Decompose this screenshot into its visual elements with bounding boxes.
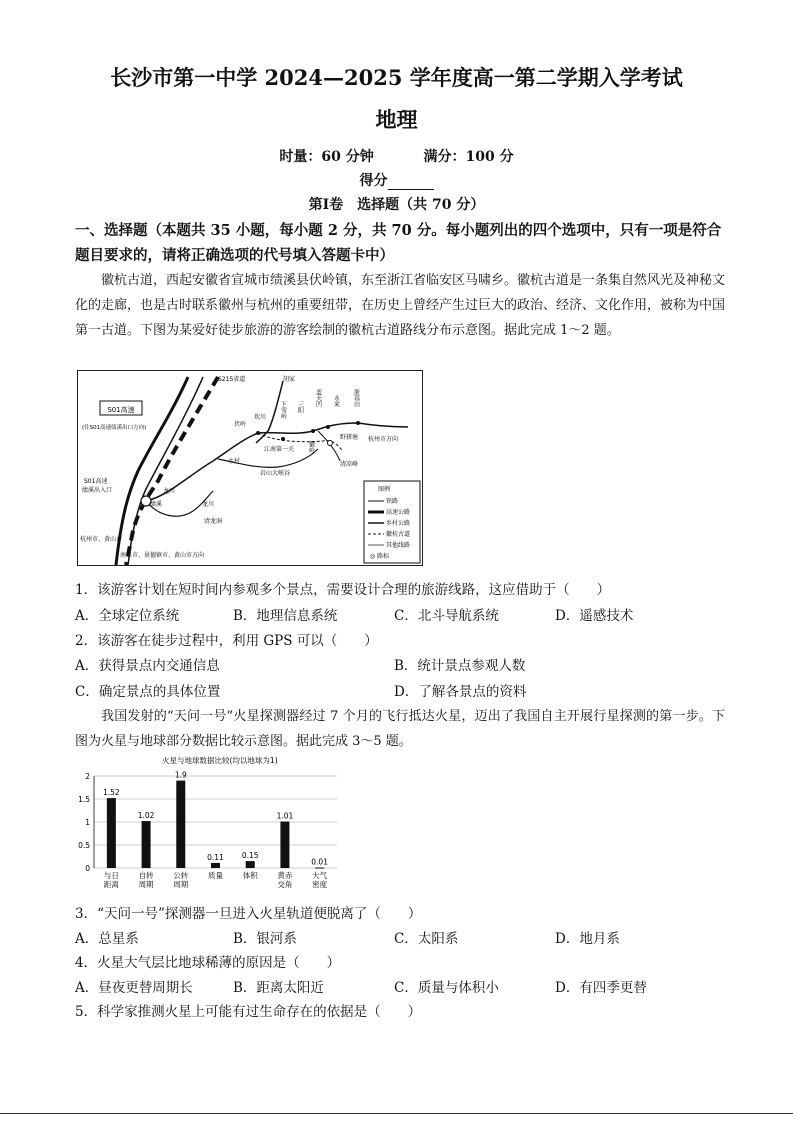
bar-5 xyxy=(280,822,289,868)
category-label-3: 质量 xyxy=(208,871,223,880)
section-label: 第Ⅰ卷 选择题（共 70 分） xyxy=(308,197,485,213)
question-2: 2．该游客在徒步过程中，利用 GPS 可以（ ） xyxy=(75,633,378,649)
q4-option-c[interactable]: C．质量与体积小 xyxy=(394,980,499,996)
bar-3 xyxy=(211,863,220,868)
place-fuling: 伏岭 xyxy=(234,421,247,428)
bar-0 xyxy=(107,798,116,868)
chart-title: 火星与地球数据比较(均以地球为1) xyxy=(162,756,278,765)
question-3: 3．“天问一号”探测器一旦进入火星轨道便脱离了（ ） xyxy=(75,906,422,922)
signpost xyxy=(328,441,333,446)
q2-option-c[interactable]: C．确定景点的具体位置 xyxy=(75,684,221,700)
y-tick-label-3: 1.5 xyxy=(78,795,90,804)
time-limit: 时量：60 分钟 xyxy=(279,149,374,165)
exam-title: 长沙市第一中学 2024—2025 学年度高一第二学期入学考试 xyxy=(110,65,683,90)
place-zhuchuan: 坎川 xyxy=(254,414,267,421)
category-label-5-1: 交角 xyxy=(277,880,293,889)
q3-option-b[interactable]: B．银河系 xyxy=(233,931,297,947)
mars-earth-chart xyxy=(72,752,372,897)
legend-item-0: 铁路 xyxy=(386,498,399,505)
question-4: 4．火星大气层比地球稀薄的原因是（ ） xyxy=(75,955,341,971)
category-label-0: 与日 xyxy=(103,871,119,880)
q4-option-d[interactable]: D．有四季更替 xyxy=(555,980,647,996)
category-label-2: 公转 xyxy=(173,871,189,880)
q1-option-d[interactable]: D．遥感技术 xyxy=(555,608,634,624)
dot-4 xyxy=(326,425,330,429)
bar-value-label-6: 0.01 xyxy=(311,857,328,867)
place-qinglong: 清龙洞 xyxy=(204,518,223,525)
legend-item-1: 高速公路 xyxy=(386,509,411,516)
place-zhelin: 浙基田 xyxy=(352,389,360,407)
legend-item-3: 徽杭古道 xyxy=(386,531,411,538)
q2-option-b[interactable]: B．统计景点参观人数 xyxy=(394,658,526,674)
q2-option-a[interactable]: A．获得景点内交通信息 xyxy=(75,658,220,674)
place-hangzhou-dir: 杭州市方向 xyxy=(368,436,399,443)
score-blank xyxy=(388,175,434,190)
dot-1 xyxy=(256,431,260,435)
legend-item-4: 其他线路 xyxy=(386,542,411,549)
category-label-1-1: 周期 xyxy=(138,880,154,889)
category-label-6: 大气 xyxy=(312,871,328,880)
y-tick-label-1: 0.5 xyxy=(78,841,90,850)
question-1: 1．该游客计划在短时间内参观多个景点，需要设计合理的旅游线路，这应借助于（ ） xyxy=(75,582,611,598)
total-score: 满分：100 分 xyxy=(423,149,514,165)
place-dazhang: 蓝天凹 xyxy=(314,389,322,407)
passage-1: 徽杭古道，西起安徽省宣城市绩溪县伏岭镇，东至浙江省临安区马啸乡。徽杭古道是一条集自然风光及神秘文化的走廊，也是古时联系徽州与杭州的重要纽带，在历史上曾经产生过巨大的政治、经济、文化作用，被称为中国第一古道。下图为某爱好徒步旅游的游客绘制的徽杭古道路线分布示意图。据此完成 1～2 题。 xyxy=(75,273,726,338)
legend-item-5: ◎ 路标 xyxy=(370,553,390,560)
bar-value-label-0: 1.52 xyxy=(103,788,120,798)
place-hangzhou-huangshan: 杭州市、黄山市 xyxy=(80,536,123,543)
q2-option-d[interactable]: D．了解各景点的资料 xyxy=(394,684,527,700)
bar-value-label-1: 1.02 xyxy=(137,811,155,821)
q4-option-a[interactable]: A．昼夜更替周期长 xyxy=(75,980,193,996)
place-huzhuang: 胡家 xyxy=(283,376,296,383)
q4-option-b[interactable]: B．距离太阳近 xyxy=(233,980,324,996)
q3-option-a[interactable]: A．总星系 xyxy=(75,931,139,947)
category-label-0-1: 距离 xyxy=(103,880,119,889)
place-sanyang: 三阳 xyxy=(296,401,304,413)
place-south: 南昌市、景德镇市、黄山市方向 xyxy=(120,552,205,559)
place-jixi: 绩溪 xyxy=(150,501,163,508)
place-hushan: 岩山大峡谷 xyxy=(260,470,291,477)
dot-3 xyxy=(311,429,315,433)
branch-road xyxy=(318,431,340,461)
exam-info xyxy=(0,146,793,166)
y-tick-label-4: 2 xyxy=(85,772,90,781)
bar-2 xyxy=(176,781,185,868)
place-shuicun: 水村 xyxy=(228,458,241,465)
q3-option-c[interactable]: C．太阳系 xyxy=(394,931,459,947)
question-5: 5．科学家推测火星上可能有过生命存在的依据是（ ） xyxy=(75,1004,422,1020)
s01-note: (往S01高速绩溪出口方向) xyxy=(82,425,147,431)
y-tick-label-0: 0 xyxy=(85,864,90,873)
bar-value-label-2: 1.9 xyxy=(174,770,187,780)
place-xiaqiao: 下雪岭 xyxy=(279,401,287,419)
place-yongli: 永来 xyxy=(332,395,340,407)
place-longchuan-2: 龙川 xyxy=(202,501,215,508)
bar-value-label-5: 1.01 xyxy=(276,811,294,821)
bar-1 xyxy=(142,821,151,868)
legend-item-2: 乡村公路 xyxy=(386,520,411,527)
place-longchuan: 龙川 xyxy=(163,488,176,495)
s01-exit-label: S01高速 xyxy=(84,478,108,485)
place-yeding: 野猪塘 xyxy=(340,434,359,441)
bar-value-label-3: 0.11 xyxy=(207,852,224,862)
place-jiangnan: 江南第一关 xyxy=(264,446,295,453)
s01-exit-label-2: 绩溪出入口 xyxy=(82,487,113,494)
bar-value-label-4: 0.15 xyxy=(241,851,259,861)
place-qingliang: 清凉峰 xyxy=(340,461,359,468)
category-label-6-1: 密度 xyxy=(312,880,328,889)
section-heading: 一、选择题（本题共 35 小题，每小题 2 分，共 70 分。每小题列出的四个选项中，只有一项是符合题目要求的，请将正确选项的代号填入答题卡中） xyxy=(75,222,722,264)
category-label-2-1: 周期 xyxy=(173,880,189,889)
s01-label: S01高速 xyxy=(107,406,135,414)
y-tick-label-2: 1 xyxy=(85,818,90,827)
category-label-4: 体积 xyxy=(242,871,258,880)
score-label: 得分 xyxy=(359,173,388,189)
q1-option-a[interactable]: A．全球定位系统 xyxy=(75,608,180,624)
legend-title: 图例 xyxy=(378,486,391,493)
q3-option-d[interactable]: D．地月系 xyxy=(555,931,620,947)
q1-option-c[interactable]: C．北斗导航系统 xyxy=(394,608,499,624)
place-hu-ling: 徽岭 xyxy=(307,441,315,453)
route-map-svg xyxy=(78,371,422,565)
chart-svg xyxy=(72,752,372,897)
q1-option-b[interactable]: B．地理信息系统 xyxy=(233,608,338,624)
bar-4 xyxy=(246,861,255,868)
score-line xyxy=(0,170,793,190)
bar-6 xyxy=(315,868,324,869)
dot-5 xyxy=(356,421,360,425)
s215-label: S215省道 xyxy=(218,376,246,383)
dot-2 xyxy=(281,437,285,441)
page-bottom-rule xyxy=(0,1113,793,1114)
passage-2: 我国发射的“天问一号”火星探测器经过 7 个月的飞行抵达火星，迈出了我国自主开展行星探测的第一步。下图为火星与地球部分数据比较示意图。据此完成 3～5 题。 xyxy=(75,709,725,749)
route-map xyxy=(77,370,423,566)
category-label-5: 黄赤 xyxy=(277,871,293,880)
subject-title: 地理 xyxy=(375,107,418,132)
category-label-1: 自转 xyxy=(138,871,154,880)
